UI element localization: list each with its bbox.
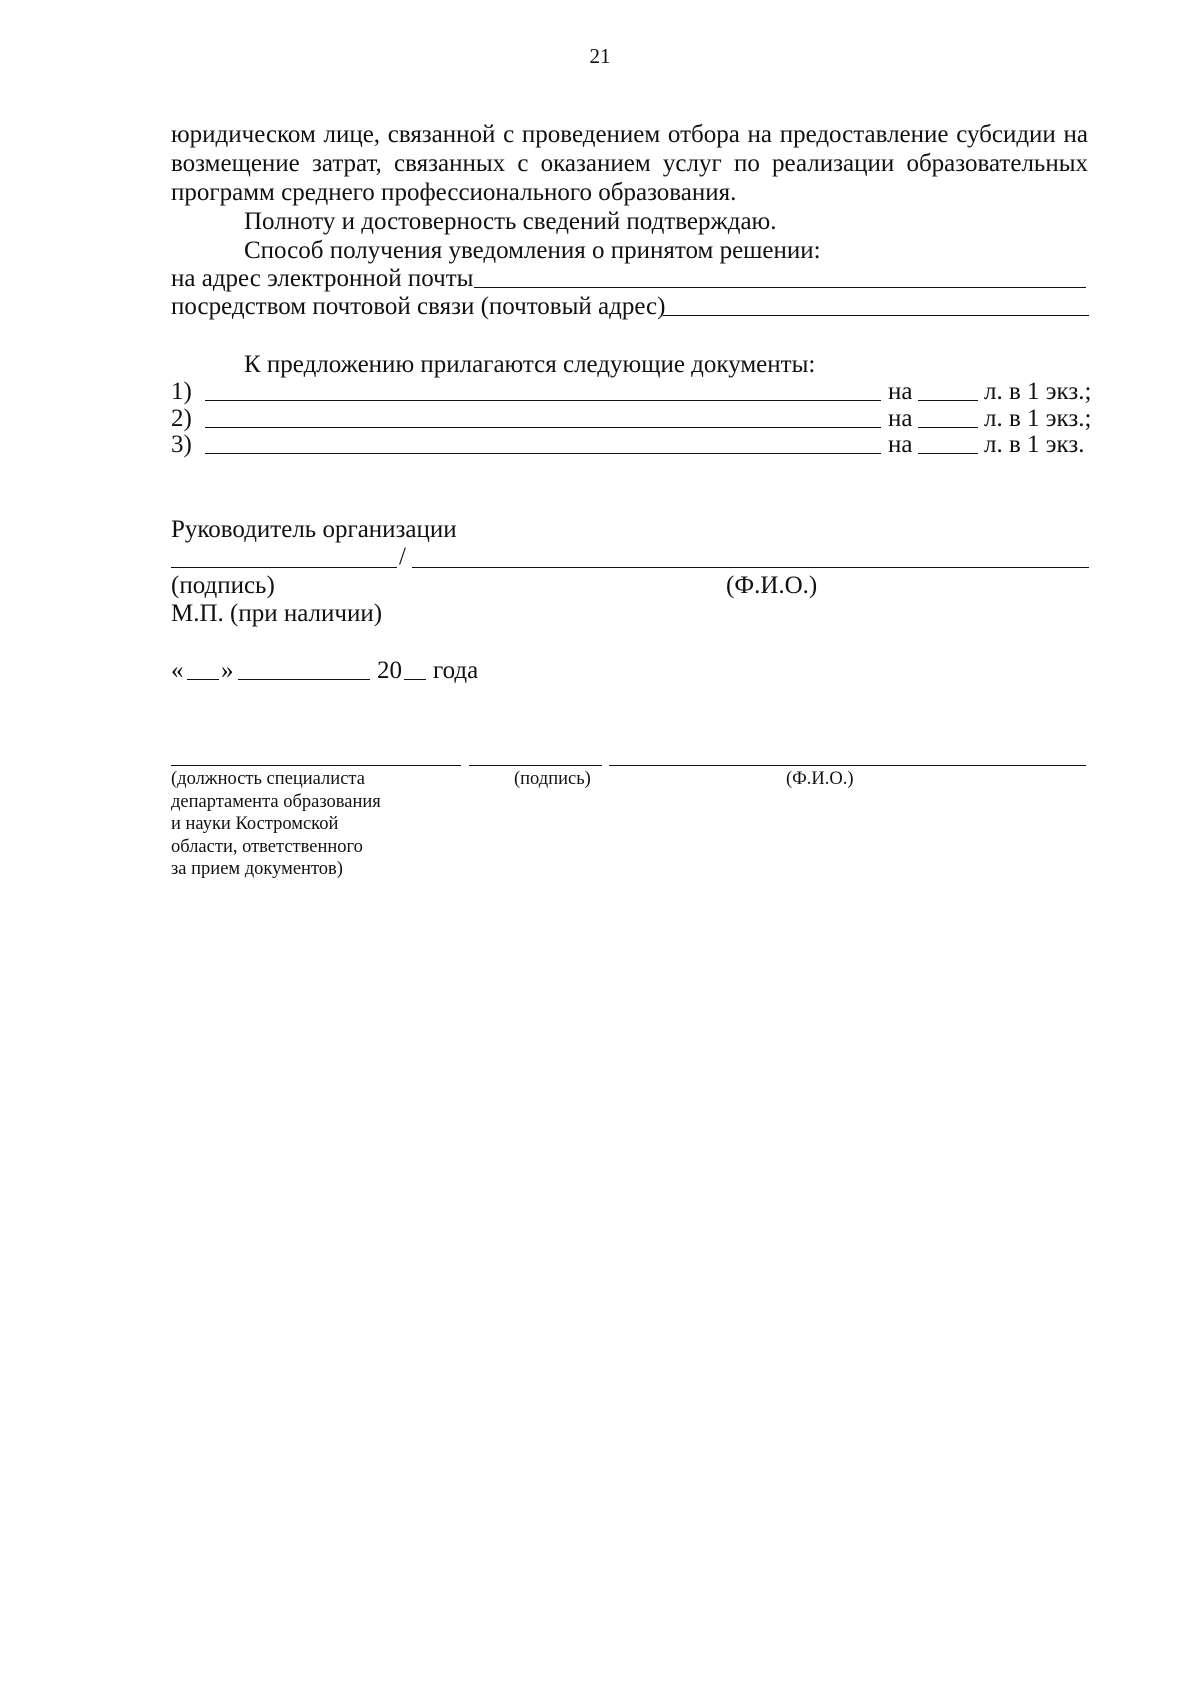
postal-address-blank-line[interactable] [663,315,1089,316]
attachment-na-label: на [888,378,913,405]
attachment-na-label: на [888,431,913,458]
attachment-number: 1) [171,378,192,405]
attachment-pages-blank-line[interactable] [918,427,978,428]
signature-caption: (подпись) [171,572,275,599]
attachment-number: 3) [171,431,192,458]
date-close-quote: » [221,657,234,684]
date-open-quote: « [171,657,184,684]
intro-paragraph: юридическом лице, связанной с проведением отбора на предоставление субсидии на возмещение затрат, связанных с оказанием услуг по реализации образовательных программ среднего профессионального образования. [171,121,1088,206]
specialist-signature-caption: (подпись) [514,769,591,789]
attachment-pages-blank-line[interactable] [918,400,978,401]
notify-email-label: на адрес электронной почты [171,265,474,292]
date-day-blank-line[interactable] [187,679,219,680]
attachments-heading: К предложению прилагаются следующие документы: [244,351,816,378]
fio-caption: (Ф.И.О.) [726,572,818,599]
attachment-title-blank-line[interactable] [205,453,881,454]
attachment-number: 2) [171,405,192,432]
confirm-text: Полноту и достоверность сведений подтверждаю. [244,208,777,235]
notify-heading: Способ получения уведомления о принятом решении: [244,237,821,264]
specialist-fio-blank-line[interactable] [609,765,1086,766]
date-year-blank-line[interactable] [404,679,426,680]
email-blank-line[interactable] [474,287,1086,288]
attachment-copies-label: л. в 1 экз.; [984,405,1092,432]
attachment-pages-blank-line[interactable] [918,453,978,454]
date-year-prefix: 20 [377,657,402,684]
signature-slash: / [399,543,406,570]
notify-post-label: посредством почтовой связи (почтовый адрес) [171,293,666,320]
specialist-position-line: области, ответственного [171,836,363,857]
head-fio-blank-line[interactable] [412,567,1089,568]
stamp-caption: М.П. (при наличии) [171,600,383,627]
attachment-copies-label: л. в 1 экз. [984,431,1085,458]
attachment-title-blank-line[interactable] [205,400,881,401]
specialist-signature-blank-line[interactable] [469,765,602,766]
specialist-position-line: за прием документов) [171,859,343,879]
attachment-na-label: на [888,405,913,432]
date-suffix: года [433,657,479,684]
specialist-fio-caption: (Ф.И.О.) [786,769,854,789]
page-number: 21 [589,44,611,68]
specialist-position-line: и науки Костромской [171,814,339,834]
specialist-position-line: департамента образования [171,791,381,812]
specialist-position-blank-line[interactable] [171,765,461,766]
attachment-copies-label: л. в 1 экз.; [984,378,1092,405]
date-month-blank-line[interactable] [238,679,370,680]
head-label: Руководитель организации [171,516,457,543]
attachment-title-blank-line[interactable] [205,427,881,428]
specialist-position-caption [171,768,381,881]
specialist-position-line: (должность специалиста [171,769,365,789]
head-signature-blank-line[interactable] [171,567,397,568]
